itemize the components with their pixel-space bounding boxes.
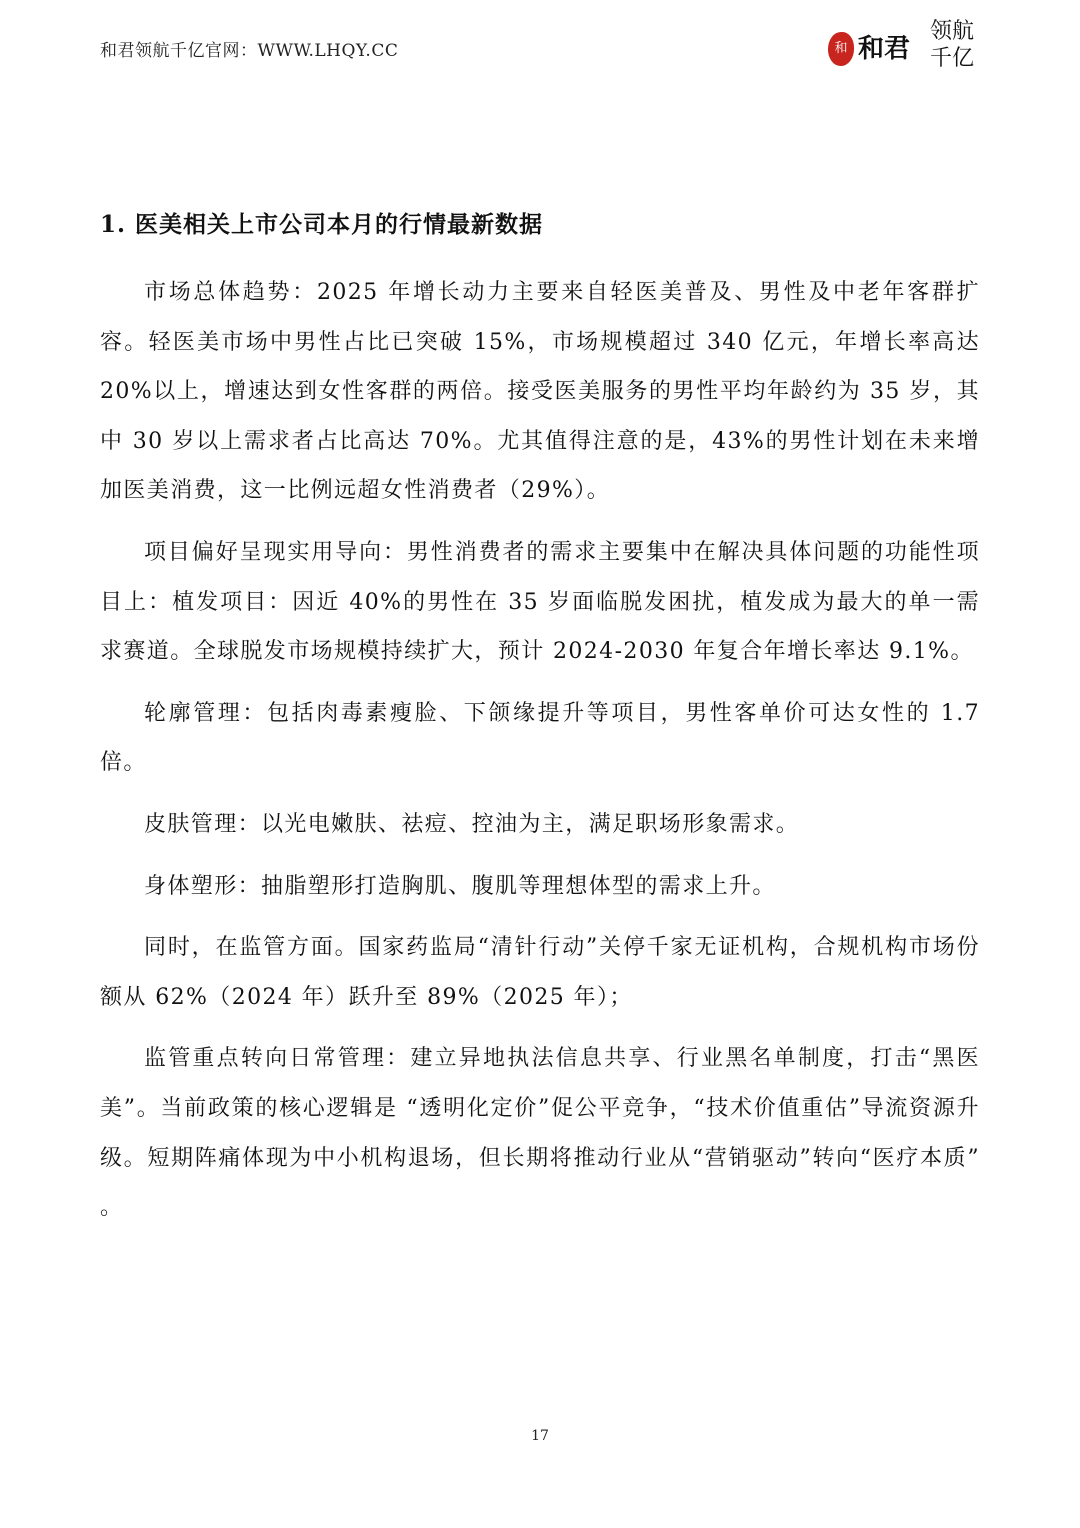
- paragraph-regulation-focus: 监管重点转向日常管理：建立异地执法信息共享、行业黑名单制度，打击“黑医美”。当前政策的核心逻辑是 “透明化定价”促公平竞争，“技术价值重估”导流资源升级。短期阵痛体现为中小机构退场，但长期将推动行业从“营销驱动”转向“医疗本质” 。: [100, 1046, 980, 1221]
- paragraph-body-sculpting: 身体塑形：抽脂塑形打造胸肌、腹肌等理想体型的需求上升。: [144, 873, 776, 899]
- paragraph-contour-management: 轮廓管理：包括肉毒素瘦脸、下颌缘提升等项目，男性客单价可达女性的 1.7 倍。: [100, 700, 980, 776]
- company-logo: [826, 18, 984, 76]
- logo-sub-text: 领航千亿: [930, 19, 975, 71]
- paragraph-regulation: 同时，在监管方面。国家药监局“清针行动”关停千家无证机构，合规机构市场份额从 62%（2024 年）跃升至 89%（2025 年）；: [100, 935, 980, 1010]
- header-site-text: 和君领航千亿官网：WWW.LHQY.CC: [100, 41, 399, 61]
- section-title: 1. 医美相关上市公司本月的行情最新数据: [100, 211, 544, 238]
- paragraph-project-preference: 项目偏好呈现实用导向：男性消费者的需求主要集中在解决具体问题的功能性项目上：植发项目：因近 40%的男性在 35 岁面临脱发困扰，植发成为最大的单一需求赛道。全球脱发市场规模持续扩大，预计 2024-2030 年复合年增长率达 9.1%。: [100, 539, 980, 665]
- page-number: 17: [531, 1428, 549, 1444]
- logo-main-text: 和君: [858, 34, 911, 64]
- paragraph-skin-management: 皮肤管理：以光电嫩肤、祛痘、控油为主，满足职场形象需求。: [144, 811, 800, 837]
- logo-seal-icon: 和: [828, 32, 854, 66]
- body-text: [100, 268, 980, 1245]
- paragraph-market-trend: 市场总体趋势：2025 年增长动力主要来自轻医美普及、男性及中老年客群扩容。轻医美市场中男性占比已突破 15%，市场规模超过 340 亿元，年增长率高达 20%以上，增速达到女性客群的两倍。接受医美服务的男性平均年龄约为 35 岁，其中 30 岁以上需求者占比高达 70%。尤其值得注意的是，43%的男性计划在未来增加医美消费，这一比例远超女性消费者（29%）。: [100, 280, 980, 504]
